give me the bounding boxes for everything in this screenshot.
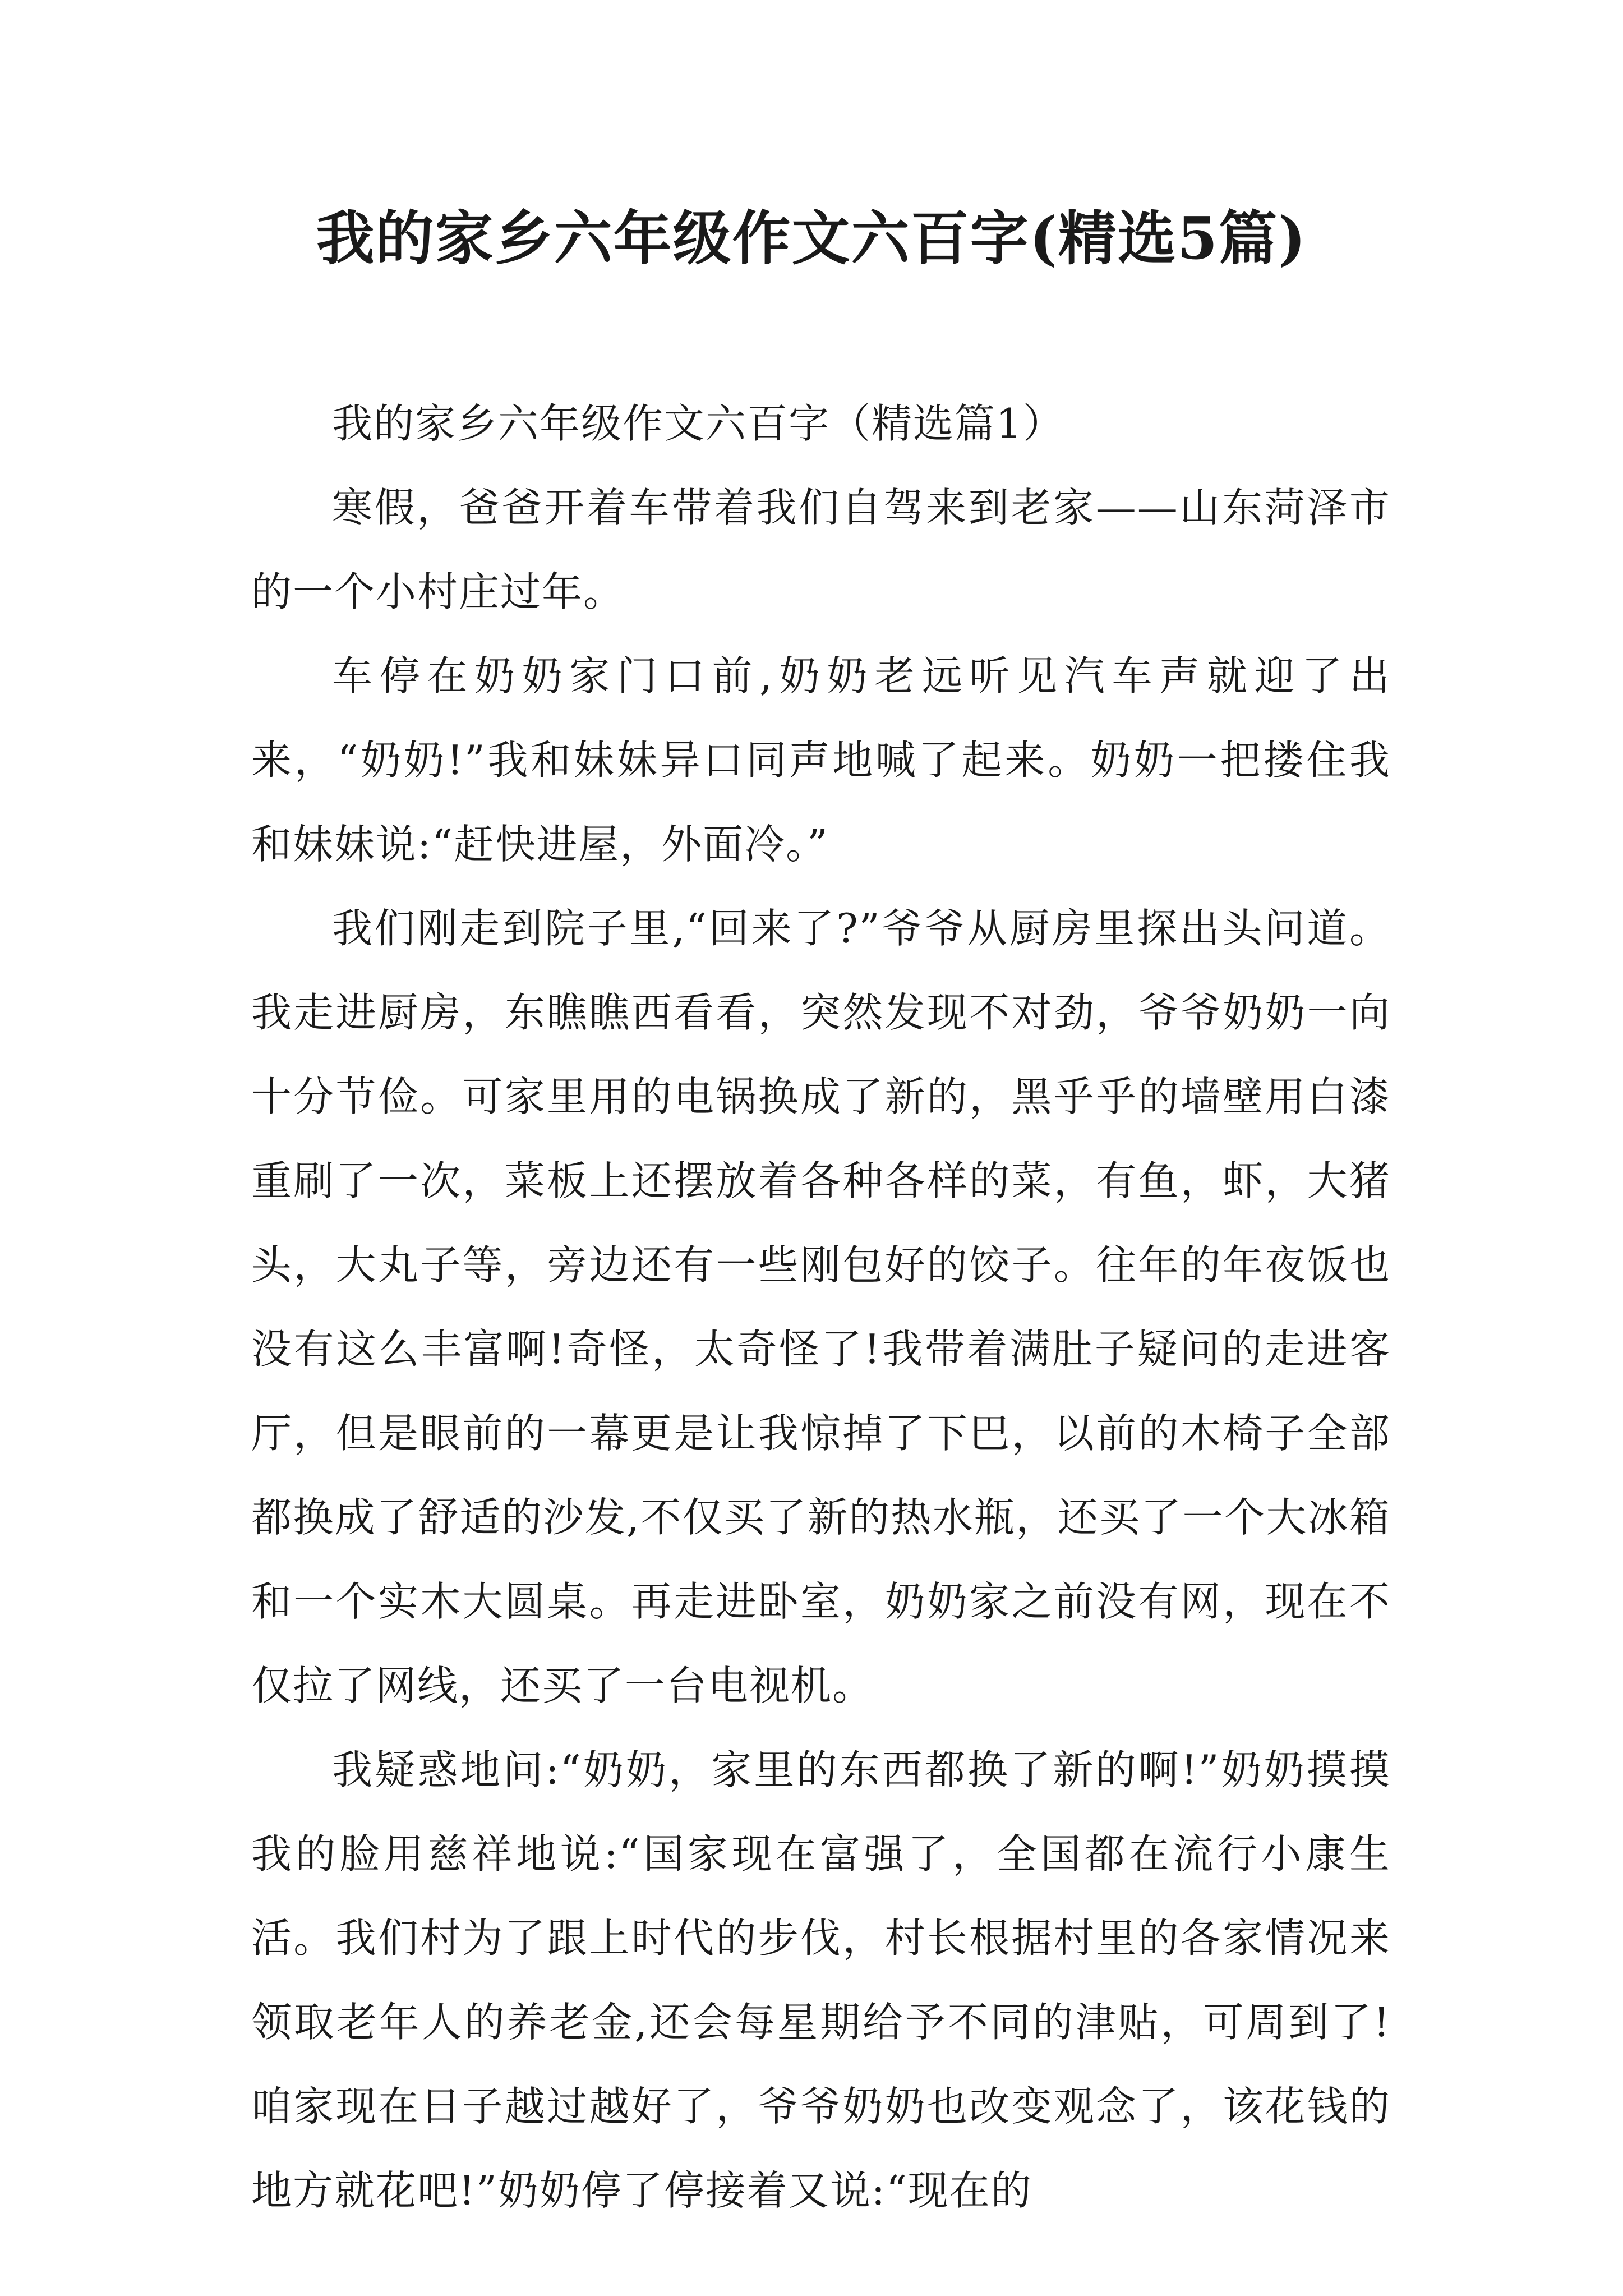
paragraph: 我疑惑地问:“奶奶，家里的东西都换了新的啊!”奶奶摸摸我的脸用慈祥地说:“国家现在富强了，全国都在流行小康生活。我们村为了跟上时代的步伐，村长根据村里的各家情况来领取老年人的养老金,还会每星期给予不同的津贴，可周到了!咱家现在日子越过越好了，爷爷奶奶也改变观念了，该花钱的地方就花吧!”奶奶停了停接着又说:“现在的 bbox=[251, 1746, 1391, 2214]
document-title: 我的家乡六年级作文六百字(精选5篇) bbox=[316, 204, 1307, 273]
section-heading: 我的家乡六年级作文六百字（精选篇1） bbox=[332, 400, 1064, 447]
paragraph: 寒假，爸爸开着车带着我们自驾来到老家——山东菏泽市的一个小村庄过年。 bbox=[251, 484, 1391, 615]
document-body bbox=[251, 381, 1391, 2233]
paragraph: 车停在奶奶家门口前,奶奶老远听见汽车声就迎了出来，“奶奶!”我和妹妹异口同声地喊了起来。奶奶一把搂住我和妹妹说:“赶快进屋，外面冷。” bbox=[251, 652, 1391, 868]
paragraph: 我们刚走到院子里,“回来了?”爷爷从厨房里探出头问道。我走进厨房，东瞧瞧西看看，突然发现不对劲，爷爷奶奶一向十分节俭。可家里用的电锅换成了新的，黑乎乎的墙壁用白漆重刷了一次，菜板上还摆放着各种各样的菜，有鱼，虾，大猪头，大丸子等，旁边还有一些刚包好的饺子。往年的年夜饭也没有这么丰富啊!奇怪，太奇怪了!我带着满肚子疑问的走进客厅，但是眼前的一幕更是让我惊掉了下巴，以前的木椅子全部都换成了舒适的沙发,不仅买了新的热水瓶，还买了一个大冰箱和一个实木大圆桌。再走进卧室，奶奶家之前没有网，现在不仅拉了网线，还买了一台电视机。 bbox=[251, 905, 1391, 1709]
